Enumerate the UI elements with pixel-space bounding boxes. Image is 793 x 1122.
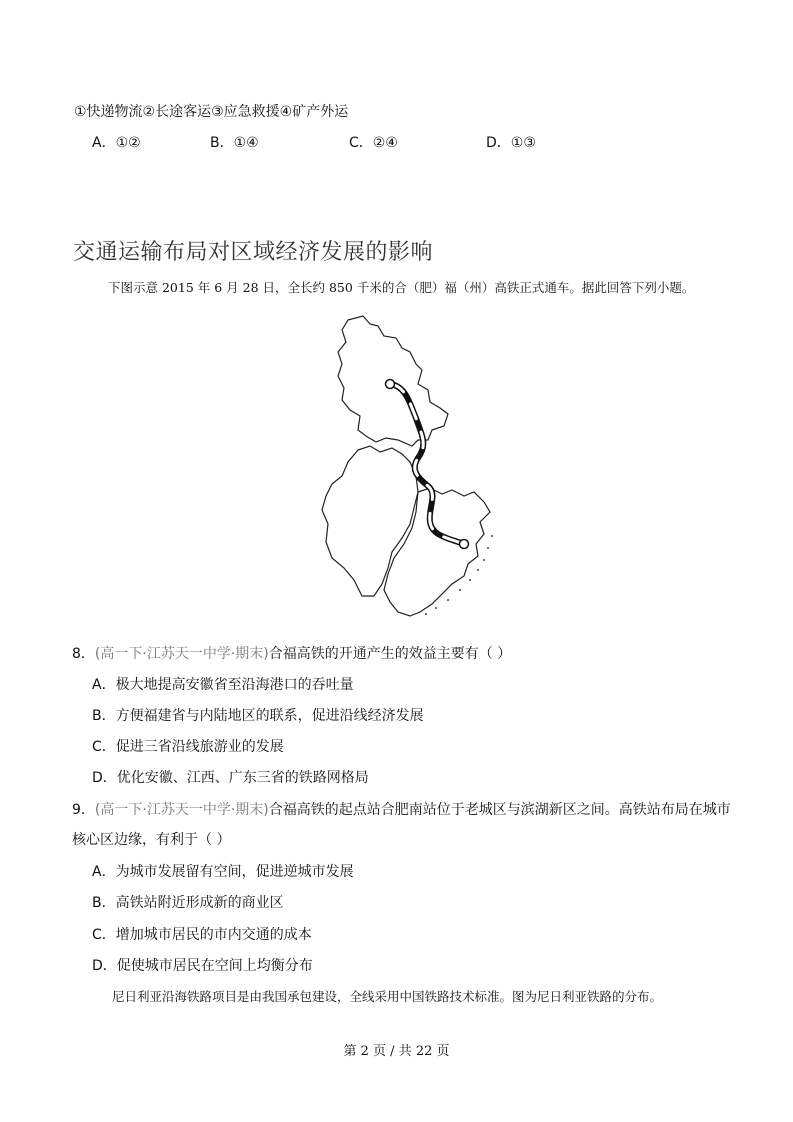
prev-question-items: ①快递物流②长途客运③应急救援④矿产外运 xyxy=(74,104,349,120)
hefei-fuzhou-railway-map xyxy=(318,312,498,624)
q9-option-c[interactable] xyxy=(92,924,312,944)
railway-line-outer xyxy=(390,384,464,544)
prev-option-a[interactable] xyxy=(92,132,141,152)
question-9-stem-continued: 核心区边缘，有利于（ ） xyxy=(72,832,231,848)
next-material-intro: 尼日利亚沿海铁路项目是由我国承包建设，全线采用中国铁路技术标准。图为尼日利亚铁路的分布。 xyxy=(112,989,663,1004)
option-text: 高铁站附近形成新的商业区 xyxy=(115,895,284,911)
option-text: 促使城市居民在空间上均衡分布 xyxy=(116,958,313,974)
prev-option-d[interactable] xyxy=(486,132,536,152)
option-text: ①④ xyxy=(233,135,259,151)
hefei-station-marker xyxy=(386,380,395,389)
section-title: 交通运输布局对区域经济发展的影响 xyxy=(73,240,434,265)
option-letter: A． xyxy=(92,677,116,693)
option-text: ②④ xyxy=(372,135,398,151)
q8-option-d[interactable] xyxy=(92,767,369,787)
option-letter: B． xyxy=(210,135,234,151)
question-source: (高一下·江苏天一中学·期末) xyxy=(94,802,269,818)
option-letter: C． xyxy=(92,739,116,755)
q9-option-b[interactable] xyxy=(92,892,284,912)
q8-option-c[interactable] xyxy=(92,736,284,756)
question-stem-text: 合福高铁的起点站合肥南站位于老城区与滨湖新区之间。高铁站布局在城市 xyxy=(268,802,731,818)
option-text: 极大地提高安徽省至沿海港口的吞吐量 xyxy=(115,677,354,693)
prev-option-b[interactable] xyxy=(210,132,259,152)
option-text: ①③ xyxy=(510,135,536,151)
option-text: 增加城市居民的市内交通的成本 xyxy=(115,927,312,943)
option-text: 为城市发展留有空间，促进逆城市发展 xyxy=(115,864,354,880)
option-letter: D． xyxy=(92,958,117,974)
question-number: 8． xyxy=(72,646,95,662)
jiangxi-province-outline xyxy=(322,446,418,596)
q9-option-a[interactable] xyxy=(92,861,354,881)
question-8-stem xyxy=(72,643,511,663)
option-letter: C． xyxy=(349,135,373,151)
coastline-islands xyxy=(425,535,493,615)
q8-option-a[interactable] xyxy=(92,674,354,694)
page-footer: 第 2 页 / 共 22 页 xyxy=(343,1044,450,1059)
option-letter: B． xyxy=(92,708,116,724)
option-text: 促进三省沿线旅游业的发展 xyxy=(115,739,284,755)
question-stem-text: 合福高铁的开通产生的效益主要有（ ） xyxy=(268,646,512,662)
option-letter: D． xyxy=(486,135,511,151)
question-number: 9． xyxy=(72,802,95,818)
option-letter: D． xyxy=(92,770,117,786)
option-text: ①② xyxy=(115,135,141,151)
fuzhou-station-marker xyxy=(460,540,469,549)
option-text: 优化安徽、江西、广东三省的铁路网格局 xyxy=(116,770,369,786)
option-letter: A． xyxy=(92,135,116,151)
option-letter: C． xyxy=(92,927,116,943)
option-text: 方便福建省与内陆地区的联系，促进沿线经济发展 xyxy=(115,708,424,724)
section-intro: 下图示意 2015 年 6 月 28 日，全长约 850 千米的合（肥）福（州）高铁正式通车。据此回答下列小题。 xyxy=(108,280,695,295)
question-source: (高一下·江苏天一中学·期末) xyxy=(94,646,269,662)
option-letter: A． xyxy=(92,864,116,880)
prev-option-c[interactable] xyxy=(349,132,398,152)
option-letter: B． xyxy=(92,895,116,911)
fujian-province-outline xyxy=(384,488,490,616)
question-9-stem xyxy=(72,799,731,819)
q9-option-d[interactable] xyxy=(92,955,313,975)
q8-option-b[interactable] xyxy=(92,705,424,725)
